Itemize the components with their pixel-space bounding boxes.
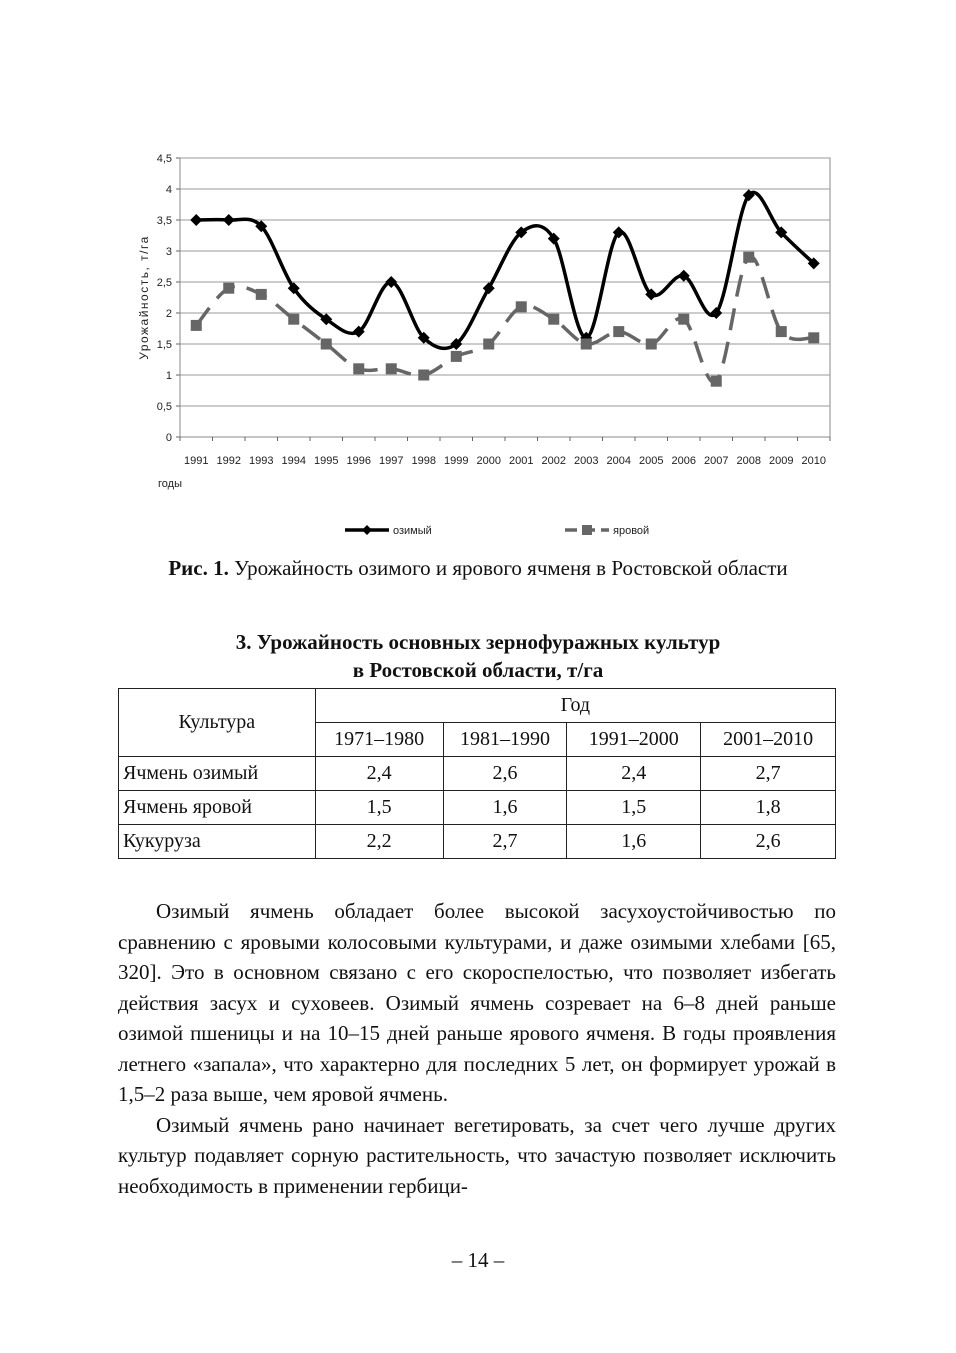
data-point-marker [321, 339, 332, 350]
table-cell: 2,2 [315, 825, 443, 859]
table-cell: 2,7 [701, 757, 836, 791]
x-tick-label: 2000 [476, 455, 501, 467]
row-culture-name: Ячмень озимый [119, 757, 316, 791]
table-cell: 2,4 [315, 757, 443, 791]
header-period: 2001–2010 [701, 723, 836, 757]
y-tick-label: 2,5 [156, 277, 172, 289]
legend-label: озимый [393, 525, 432, 537]
y-tick-label: 4,5 [156, 153, 172, 165]
row-culture-name: Ячмень яровой [119, 791, 316, 825]
x-tick-label: 2001 [509, 455, 534, 467]
y-tick-label: 3 [165, 246, 172, 258]
data-point-marker [451, 351, 462, 362]
data-point-marker [191, 320, 202, 331]
data-point-marker [678, 314, 689, 325]
y-axis-label: Урожайность, т/га [137, 235, 151, 360]
page-number: – 14 – [451, 1248, 505, 1272]
table-cell: 1,6 [567, 825, 701, 859]
x-tick-label: 2005 [639, 455, 664, 467]
x-tick-label: 1991 [184, 455, 209, 467]
data-point-marker [418, 370, 429, 381]
data-point-marker [646, 339, 657, 350]
table-row [119, 791, 836, 825]
figure-caption-text: Урожайность озимого и ярового ячменя в Ростовской области [228, 556, 788, 580]
yield-chart [130, 145, 850, 555]
row-culture-name: Кукуруза [119, 825, 316, 859]
table-cell: 1,5 [567, 791, 701, 825]
legend-marker [582, 525, 592, 535]
x-tick-label: 1995 [314, 455, 339, 467]
data-point-marker [711, 376, 722, 387]
x-tick-label: 1997 [379, 455, 404, 467]
body-text [118, 896, 836, 1201]
data-point-marker [776, 326, 787, 337]
table-cell: 1,6 [443, 791, 567, 825]
y-tick-label: 3,5 [156, 215, 172, 227]
y-tick-label: 2 [165, 308, 172, 320]
figure-caption-label: Рис. 1. [168, 556, 229, 580]
x-tick-label: 2002 [541, 455, 566, 467]
header-year: Год [315, 689, 835, 723]
x-axis-label: годы [158, 478, 182, 490]
x-tick-label: 2007 [704, 455, 729, 467]
table-cell: 2,6 [443, 757, 567, 791]
table-title-line-2: в Ростовской области, т/га [352, 658, 604, 682]
table-cell: 2,4 [567, 757, 701, 791]
data-point-marker [516, 301, 527, 312]
legend-marker [362, 525, 372, 535]
y-tick-label: 4 [165, 184, 172, 196]
table-cell: 2,7 [443, 825, 567, 859]
legend-label: яровой [613, 525, 650, 537]
table-title-line-1: 3. Урожайность основных зернофуражных культур [235, 630, 721, 654]
table-cell: 1,8 [701, 791, 836, 825]
x-tick-label: 2004 [606, 455, 631, 467]
paragraph-2: Озимый ячмень рано начинает вегетировать, за счет чего лучше других культур подавляет сорную растительность, что зачастую позволяет исключить необходимость в применении гербици- [118, 1112, 836, 1198]
data-point-marker [288, 314, 299, 325]
figure-caption [0, 556, 956, 581]
x-tick-label: 2010 [801, 455, 826, 467]
chart-legend-svg [130, 520, 850, 540]
table-row [119, 825, 836, 859]
data-point-marker [613, 326, 624, 337]
data-point-marker [581, 339, 592, 350]
x-tick-label: 1999 [444, 455, 469, 467]
plot-area [180, 158, 830, 437]
header-culture: Культура [119, 689, 316, 757]
table-row [119, 757, 836, 791]
table-cell: 2,6 [701, 825, 836, 859]
table-header-row [119, 689, 836, 723]
header-period: 1981–1990 [443, 723, 567, 757]
x-tick-label: 1994 [281, 455, 306, 467]
data-point-marker [386, 363, 397, 374]
data-point-marker [223, 283, 234, 294]
x-tick-label: 1993 [249, 455, 274, 467]
header-period: 1991–2000 [567, 723, 701, 757]
x-tick-label: 1996 [346, 455, 371, 467]
y-tick-label: 1,5 [156, 339, 172, 351]
x-tick-label: 1998 [411, 455, 436, 467]
paragraph-1: Озимый ячмень обладает более высокой засухоустойчивостью по сравнению с яровыми колосовыми культурами, и даже озимыми хлебами [65, 320]. Это в основном связано с его скороспелостью, что позволяет избегать действия засух и суховеев. Озимый ячмень созревает на 6–8 дней раньше озимой пшеницы и на 10–15 дней раньше ярового ячменя. В годы проявления летнего «запала», что характерно для последних 5 лет, он формирует урожай в 1,5–2 раза выше, чем яровой ячмень. [118, 899, 836, 1106]
table-title [0, 628, 956, 684]
data-point-marker [256, 289, 267, 300]
x-tick-label: 2009 [769, 455, 794, 467]
x-tick-label: 2003 [574, 455, 599, 467]
y-tick-label: 0,5 [156, 401, 172, 413]
data-point-marker [548, 314, 559, 325]
chart-legend [130, 520, 850, 540]
x-tick-label: 2006 [671, 455, 696, 467]
data-point-marker [483, 339, 494, 350]
header-period: 1971–1980 [315, 723, 443, 757]
data-point-marker [743, 252, 754, 263]
data-point-marker [808, 332, 819, 343]
yield-table [118, 688, 836, 859]
y-tick-label: 1 [165, 370, 172, 382]
yield-chart-svg [130, 145, 850, 525]
data-point-marker [353, 363, 364, 374]
x-tick-label: 2008 [736, 455, 761, 467]
x-tick-label: 1992 [216, 455, 241, 467]
table-cell: 1,5 [315, 791, 443, 825]
y-tick-label: 0 [165, 432, 172, 444]
